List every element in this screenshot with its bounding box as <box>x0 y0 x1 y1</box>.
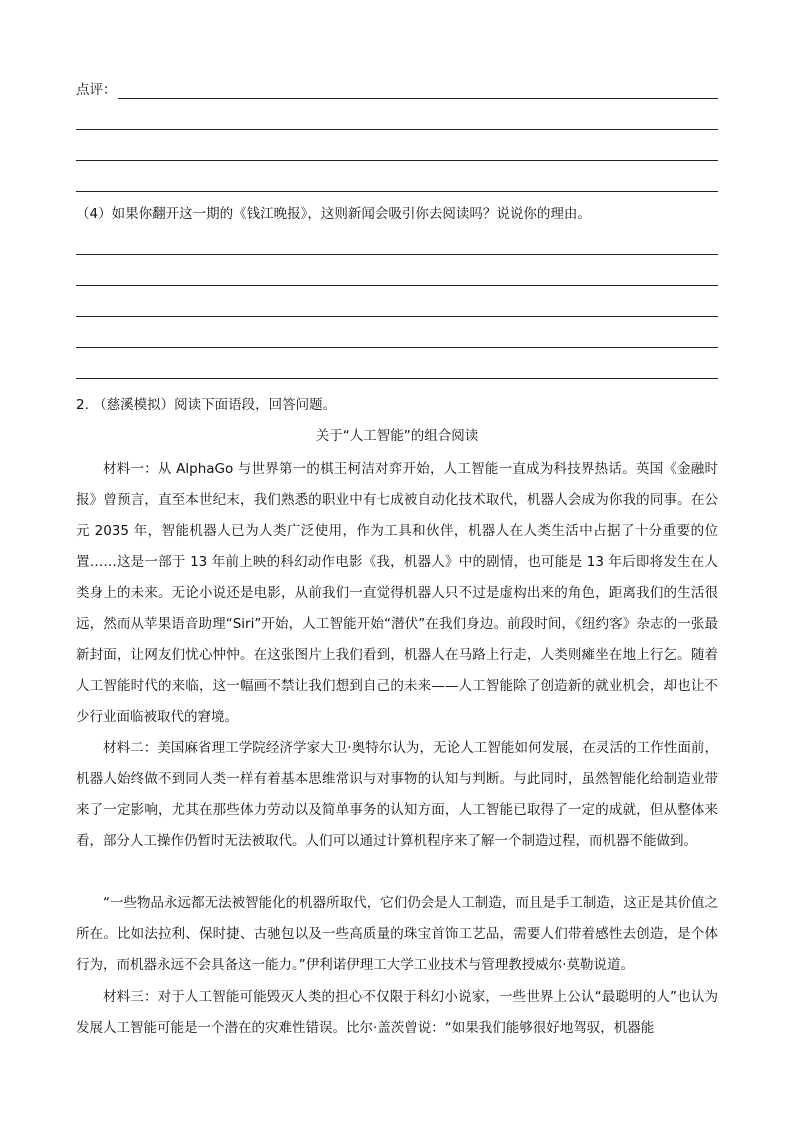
passage-paragraph-3: “一些物品永远都无法被智能化的机器所取代，它们仍会是人工制造，而且是手工制造，这正是其价值之所在。比如法拉利、保时捷、古驰包以及一些高质量的珠宝首饰工艺品，需要人们带着感性去创造，是个体行为，而机器永远不会具备这一能力。”伊利诺伊理工大学工业技术与管理教授威尔·莫勒说道。 <box>76 895 718 973</box>
q4-answer-line[interactable] <box>76 254 718 255</box>
q4-answer-line[interactable] <box>76 347 718 348</box>
passage-paragraph-4: 材料三：对于人工智能可能毁灭人类的担心不仅限于科幻小说家，一些世界上公认“最聪明的人”也认为发展人工智能可能是一个潜在的灾难性错误。比尔·盖茨曾说：“如果我们能够很好地驾驭，机器能 <box>76 989 718 1036</box>
question-2-heading: 2. （慈溪模拟）阅读下面语段，回答问题。 <box>76 397 337 413</box>
q4-answer-line[interactable] <box>76 316 718 317</box>
review-answer-line[interactable] <box>76 191 718 192</box>
passage-paragraph-2: 材料二：美国麻省理工学院经济学家大卫·奥特尔认为，无论人工智能如何发展，在灵活的工作性面前，机器人始终做不到同人类一样有着基本思维常识与对事物的认知与判断。与此同时，虽然智能化给制造业带来了一定影响，尤其在那些体力劳动以及简单事务的认知方面，人工智能已取得了一定的成就，但从整体来看，部分人工操作仍暂时无法被取代。人们可以通过计算机程序来了解一个制造过程，而机器不能做到。 <box>76 740 718 849</box>
q4-answer-line[interactable] <box>76 285 718 286</box>
review-row <box>76 82 718 99</box>
review-answer-line[interactable] <box>76 129 718 130</box>
review-answer-line[interactable] <box>76 160 718 161</box>
q4-answer-line[interactable] <box>76 378 718 379</box>
passage-title: 关于“人工智能”的组合阅读 <box>315 428 479 444</box>
review-answer-line[interactable] <box>118 98 718 99</box>
question-4: （4）如果你翻开这一期的《钱江晚报》，这则新闻会吸引你去阅读吗？说说你的理由。 <box>76 206 591 222</box>
passage-paragraph-1: 材料一：从 AlphaGo 与世界第一的棋王柯洁对弈开始，人工智能一直成为科技界热话。英国《金融时报》曾预言，直至本世纪末，我们熟悉的职业中有七成被自动化技术取代，机器人会成为你我的同事。在公元 2035 年，智能机器人已为人类广泛使用，作为工具和伙伴，机器人在人类生活中占据了十分重要的位置……这是一部于 13 年前上映的科幻动作电影《我，机器人》中的剧情，也可能是 13 年后即将发生在人类身上的未来。无论小说还是电影，从前我们一直觉得机器人只不过是虚构出来的角色，距离我们的生活很远，然而从苹果语音助理“Siri”开始，人工智能开始“潜伏”在我们身边。前段时间，《纽约客》杂志的一张最新封面，让网友们忧心忡忡。在这张图片上我们看到，机器人在马路上行走，人类则瘫坐在地上行乞。随着人工智能时代的来临，这一幅画不禁让我们想到自己的未来——人工智能除了创造新的就业机会，却也让不少行业面临被取代的窘境。 <box>76 461 718 725</box>
review-label: 点评： <box>76 82 117 98</box>
